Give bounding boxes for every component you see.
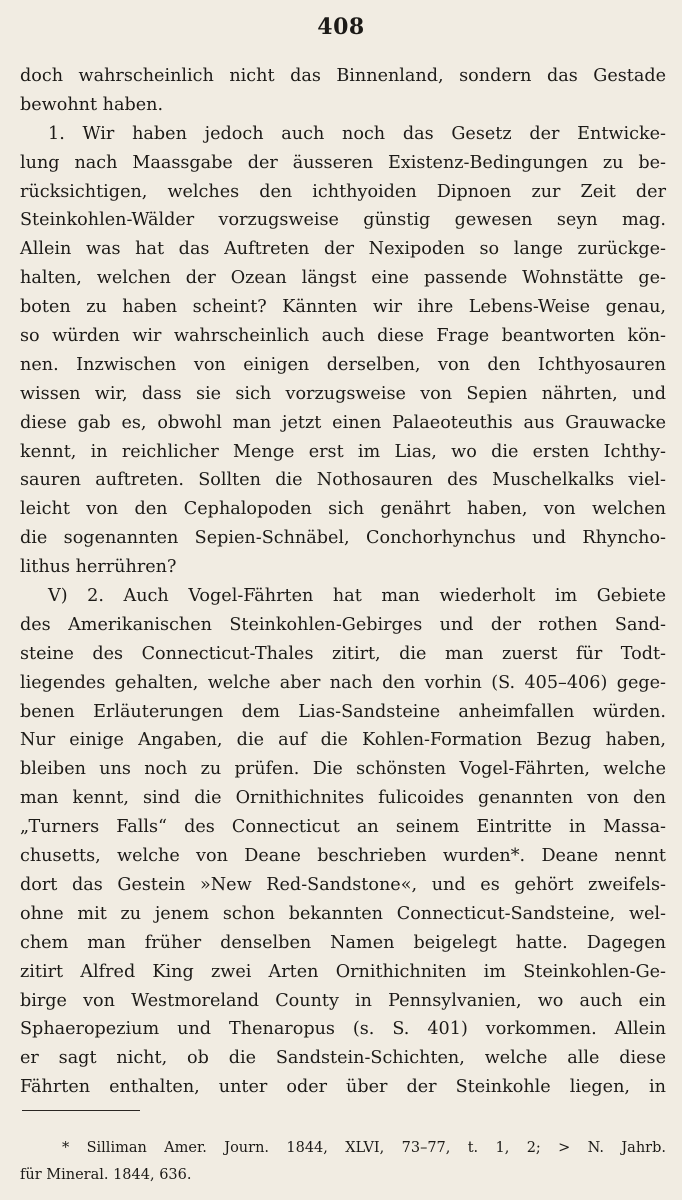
text-line: wissen wir, dass sie sich vorzugsweise von Sepien nährten, und: [20, 383, 666, 404]
text-line: boten zu haben scheint? Kännten wir ihre Lebens-Weise genau,: [20, 297, 666, 318]
text-line: benen Erläuterungen dem Lias-Sandsteine anheimfallen würden.: [20, 701, 666, 722]
text-line: Nur einige Angaben, die auf die Kohlen-Formation Bezug haben,: [20, 730, 666, 751]
text-line: leicht von den Cephalopoden sich genährt haben, von welchen: [20, 499, 666, 520]
text-line: chem man früher denselben Namen beigelegt hatte. Dagegen: [20, 932, 666, 953]
text-line: „Turners Falls“ des Connecticut an seinem Eintritte in Massa-: [20, 817, 666, 838]
text-line: des Amerikanischen Steinkohlen-Gebirges und der rothen Sand-: [20, 614, 666, 635]
text-line: Steinkohlen-Wälder vorzugsweise günstig gewesen seyn mag.: [20, 210, 666, 231]
text-line: dort das Gestein »New Red-Sandstone«, und es gehört zweifels-: [20, 874, 666, 895]
body-text: [20, 62, 666, 1102]
text-line: V) 2. Auch Vogel-Fährten hat man wiederholt im Gebiete: [48, 586, 666, 607]
text-line: bleiben uns noch zu prüfen. Die schönsten Vogel-Fährten, welche: [20, 759, 666, 780]
text-line: rücksichtigen, welches den ichthyoiden Dipnoen zur Zeit der: [20, 181, 666, 202]
text-line: lung nach Maassgabe der äusseren Existenz-Bedingungen zu be-: [20, 152, 666, 173]
text-line: man kennt, sind die Ornithichnites fulicoides genannten von den: [20, 788, 666, 809]
text-line: 1. Wir haben jedoch auch noch das Gesetz der Entwicke-: [48, 123, 666, 144]
text-line: er sagt nicht, ob die Sandstein-Schichten, welche alle diese: [20, 1048, 666, 1069]
text-line: kennt, in reichlicher Menge erst im Lias, wo die ersten Ichthy-: [20, 441, 666, 462]
text-line: nen. Inzwischen von einigen derselben, von den Ichthyosauren: [20, 354, 666, 375]
page-number: 408: [317, 14, 365, 40]
text-line: chusetts, welche von Deane beschrieben wurden*. Deane nennt: [20, 846, 666, 867]
text-line: ohne mit zu jenem schon bekannten Connecticut-Sandsteine, wel-: [20, 903, 666, 924]
text-line: so würden wir wahrscheinlich auch diese Frage beantworten kön-: [20, 326, 666, 347]
text-line: die sogenannten Sepien-Schnäbel, Conchorhynchus und Rhyncho-: [20, 528, 666, 549]
text-line: halten, welchen der Ozean längst eine passende Wohnstätte ge-: [20, 268, 666, 289]
footnote-line: für Mineral. 1844, 636.: [20, 1167, 192, 1183]
text-line: lithus herrühren?: [20, 557, 177, 578]
text-line: birge von Westmoreland County in Pennsylvanien, wo auch ein: [20, 990, 666, 1011]
footnote-divider: [22, 1110, 140, 1111]
footnote-line: * Silliman Amer. Journ. 1844, XLVI, 73–77, t. 1, 2; > N. Jahrb.: [62, 1140, 666, 1156]
text-line: doch wahrscheinlich nicht das Binnenland, sondern das Gestade: [20, 66, 666, 86]
text-line: zitirt Alfred King zwei Arten Ornithichniten im Steinkohlen-Ge-: [20, 961, 666, 982]
text-line: steine des Connecticut-Thales zitirt, die man zuerst für Todt-: [20, 643, 666, 664]
text-line: Allein was hat das Auftreten der Nexipoden so lange zurückge-: [20, 239, 666, 260]
text-line: Sphaeropezium und Thenaropus (s. S. 401) vorkommen. Allein: [20, 1019, 666, 1040]
text-line: Fährten enthalten, unter oder über der Steinkohle liegen, in: [20, 1077, 666, 1098]
text-line: liegendes gehalten, welche aber nach den vorhin (S. 405–406) gege-: [20, 672, 666, 693]
text-line: diese gab es, obwohl man jetzt einen Palaeoteuthis aus Grauwacke: [20, 412, 666, 433]
text-line: bewohnt haben.: [20, 94, 164, 115]
footnotes: [20, 1135, 666, 1189]
text-line: sauren auftreten. Sollten die Nothosauren des Muschelkalks viel-: [20, 470, 666, 491]
